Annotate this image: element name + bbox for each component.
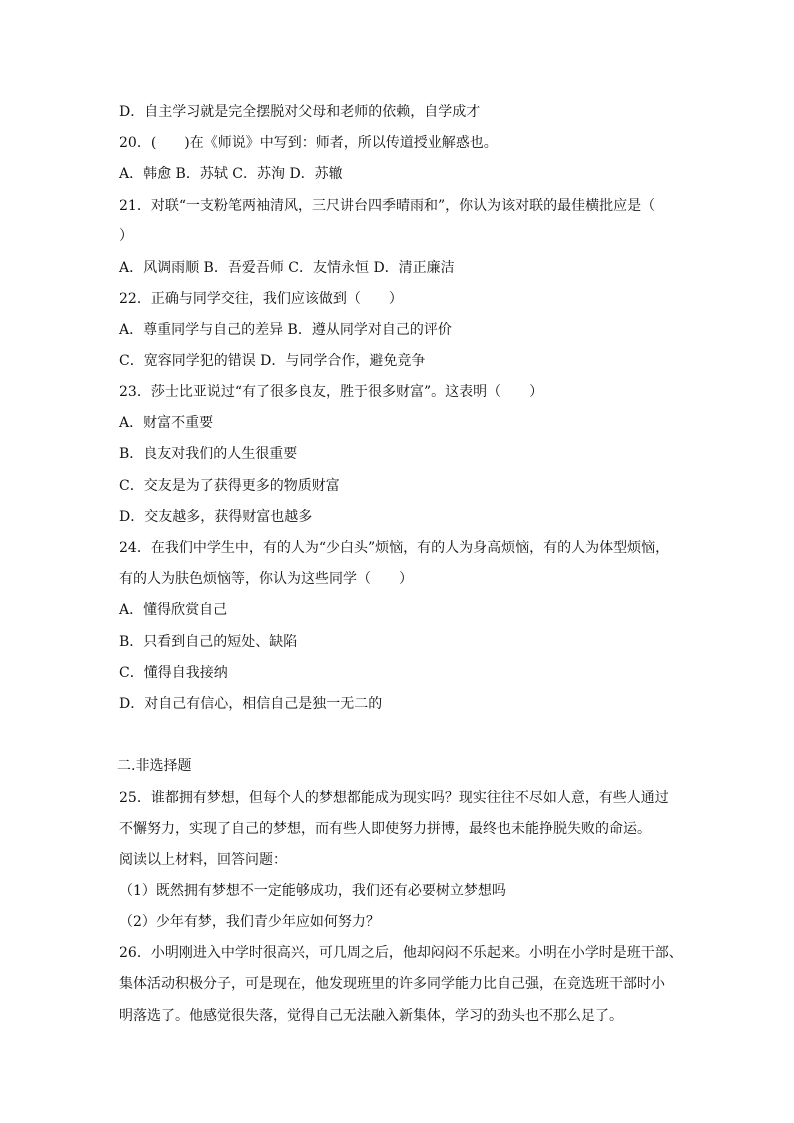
q24-option-b: B．只看到自己的短处、缺陷 [119, 634, 298, 650]
q22-options-line1: A．尊重同学与自己的差异 B．遵从同学对自己的评价 [119, 322, 452, 338]
q19-option-d: D．自主学习就是完全摆脱对父母和老师的依赖，自学成才 [119, 104, 481, 120]
q23-option-a: A．财富不重要 [119, 415, 214, 431]
q24-option-a: A．懂得欣赏自己 [119, 602, 228, 618]
q22-stem: 22．正确与同学交往，我们应该做到（ ） [119, 291, 403, 307]
q23-option-d: D．交友越多，获得财富也越多 [119, 509, 313, 525]
section-title: 二.非选择题 [117, 758, 192, 774]
q26-line2: 集体活动积极分子，可是现在，他发现班里的许多同学能力比自己强，在竞选班干部时小 [119, 976, 665, 992]
q23-option-c: C．交友是为了获得更多的物质财富 [119, 478, 340, 494]
q23-stem: 23．莎士比亚说过“有了很多良友，胜于很多财富”。这表明（ ） [119, 384, 544, 400]
q21-stem-line2: ） [119, 228, 133, 244]
q25-stem-line2: 不懈努力，实现了自己的梦想，而有些人即使努力拼博，最终也未能挣脱失败的命运。 [119, 821, 651, 837]
q24-stem-line2: 有的人为肤色烦恼等，你认为这些同学（ ） [119, 571, 413, 587]
q21-options: A．风调雨顺 B．吾爱吾师 C．友情永恒 D．清正廉洁 [119, 260, 455, 276]
q24-option-c: C．懂得自我接纳 [119, 665, 228, 681]
q23-option-b: B．良友对我们的人生很重要 [119, 446, 298, 462]
q25-sub2: （2）少年有梦，我们青少年应如何努力？ [119, 914, 380, 930]
q20-stem: 20．( )在《师说》中写到：师者，所以传道授业解惑也。 [119, 135, 498, 151]
q25-sub1: （1）既然拥有梦想不一定能够成功，我们还有必要树立梦想吗 [119, 883, 506, 899]
q24-option-d: D．对自己有信心，相信自己是独一无二的 [119, 696, 383, 712]
q21-stem-line1: 21．对联“一支粉笔两袖清风，三尺讲台四季晴雨和”，你认为该对联的最佳横批应是（ [119, 198, 656, 214]
q26-line3: 明落选了。他感觉很失落，觉得自己无法融入新集体，学习的劲头也不那么足了。 [119, 1008, 623, 1024]
q20-options: A．韩愈 B．苏轼 C．苏洵 D．苏辙 [119, 166, 343, 182]
q25-instruction: 阅读以上材料，回答问题： [119, 852, 287, 868]
q26-line1: 26．小明刚进入中学时很高兴，可几周之后，他却闷闷不乐起来。小明在小学时是班干部、 [119, 945, 683, 961]
q22-options-line2: C．宽容同学犯的错误 D．与同学合作，避免竞争 [119, 353, 426, 369]
q25-stem-line1: 25．谁都拥有梦想，但每个人的梦想都能成为现实吗？现实往往不尽如人意，有些人通过 [119, 790, 669, 806]
q24-stem-line1: 24．在我们中学生中，有的人为“少白头”烦恼，有的人为身高烦恼，有的人为体型烦恼， [119, 540, 670, 556]
